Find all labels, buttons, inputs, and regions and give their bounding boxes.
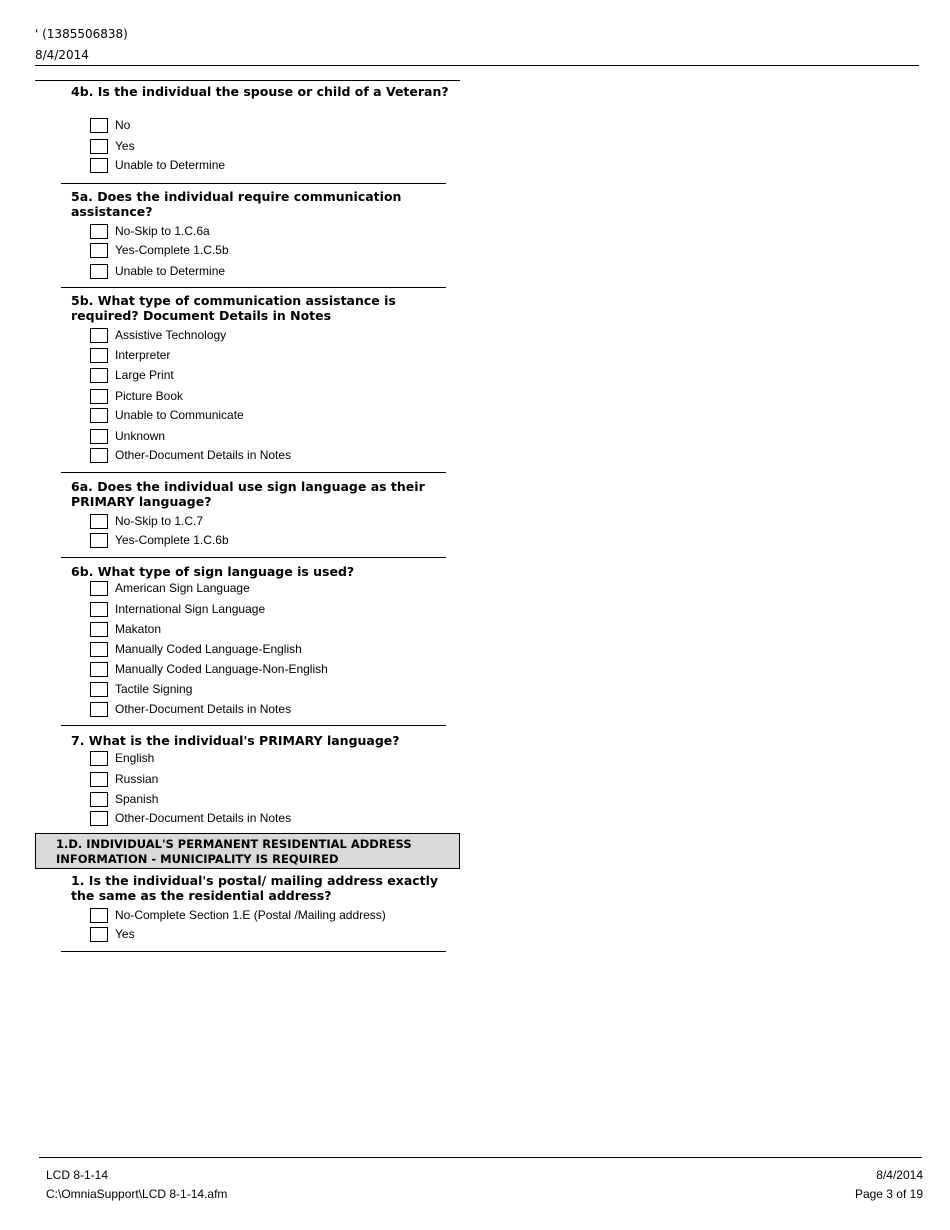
checkbox[interactable] xyxy=(90,533,108,548)
section-header-1d xyxy=(35,833,460,869)
question-divider xyxy=(61,472,446,473)
checkbox[interactable] xyxy=(90,581,108,596)
question-divider xyxy=(61,287,446,288)
checkbox[interactable] xyxy=(90,389,108,404)
checkbox[interactable] xyxy=(90,792,108,807)
question-divider xyxy=(61,725,446,726)
header-date: 8/4/2014 xyxy=(35,48,89,62)
footer-form-name: LCD 8-1-14 xyxy=(46,1168,109,1182)
checkbox[interactable] xyxy=(90,224,108,239)
checkbox[interactable] xyxy=(90,429,108,444)
question-divider xyxy=(61,951,446,952)
page-number: Page 3 of 19 xyxy=(854,1187,923,1201)
checkbox[interactable] xyxy=(90,408,108,423)
footer-divider xyxy=(39,1157,922,1158)
question-5b: 5b. What type of communication assistance is required? Document Details in Notes xyxy=(71,293,396,323)
question-5a: 5a. Does the individual require communication assistance? xyxy=(71,189,402,219)
section-top-divider xyxy=(35,80,460,81)
question-divider xyxy=(61,557,446,558)
checkbox[interactable] xyxy=(90,751,108,766)
question-6a: 6a. Does the individual use sign language as their PRIMARY language? xyxy=(71,479,425,509)
checkbox[interactable] xyxy=(90,622,108,637)
checkbox[interactable] xyxy=(90,118,108,133)
checkbox[interactable] xyxy=(90,348,108,363)
checkbox[interactable] xyxy=(90,662,108,677)
question-4b: 4b. Is the individual the spouse or child of a Veteran? xyxy=(71,84,449,99)
checkbox[interactable] xyxy=(90,811,108,826)
section-title: 1.D. INDIVIDUAL'S PERMANENT RESIDENTIAL ADDRESS INFORMATION - MUNICIPALITY IS REQUIRED xyxy=(56,837,412,866)
checkbox[interactable] xyxy=(90,243,108,258)
checkbox[interactable] xyxy=(90,514,108,529)
checkbox[interactable] xyxy=(90,642,108,657)
checkbox[interactable] xyxy=(90,602,108,617)
footer-path: C:\OmniaSupport\LCD 8-1-14.afm xyxy=(46,1187,228,1201)
checkbox[interactable] xyxy=(90,682,108,697)
question-7: 7. What is the individual's PRIMARY language? xyxy=(71,733,400,748)
checkbox[interactable] xyxy=(90,158,108,173)
footer-date: 8/4/2014 xyxy=(876,1168,923,1182)
checkbox[interactable] xyxy=(90,448,108,463)
checkbox[interactable] xyxy=(90,328,108,343)
checkbox[interactable] xyxy=(90,908,108,923)
question-1d-1: 1. Is the individual's postal/ mailing address exactly the same as the residential address? xyxy=(71,873,439,903)
form-id: ' (1385506838) xyxy=(35,27,128,41)
question-divider xyxy=(61,183,446,184)
question-6b: 6b. What type of sign language is used? xyxy=(71,564,355,579)
checkbox[interactable] xyxy=(90,139,108,154)
checkbox[interactable] xyxy=(90,702,108,717)
checkbox[interactable] xyxy=(90,264,108,279)
checkbox[interactable] xyxy=(90,368,108,383)
checkbox[interactable] xyxy=(90,772,108,787)
checkbox[interactable] xyxy=(90,927,108,942)
header-divider xyxy=(35,65,919,66)
